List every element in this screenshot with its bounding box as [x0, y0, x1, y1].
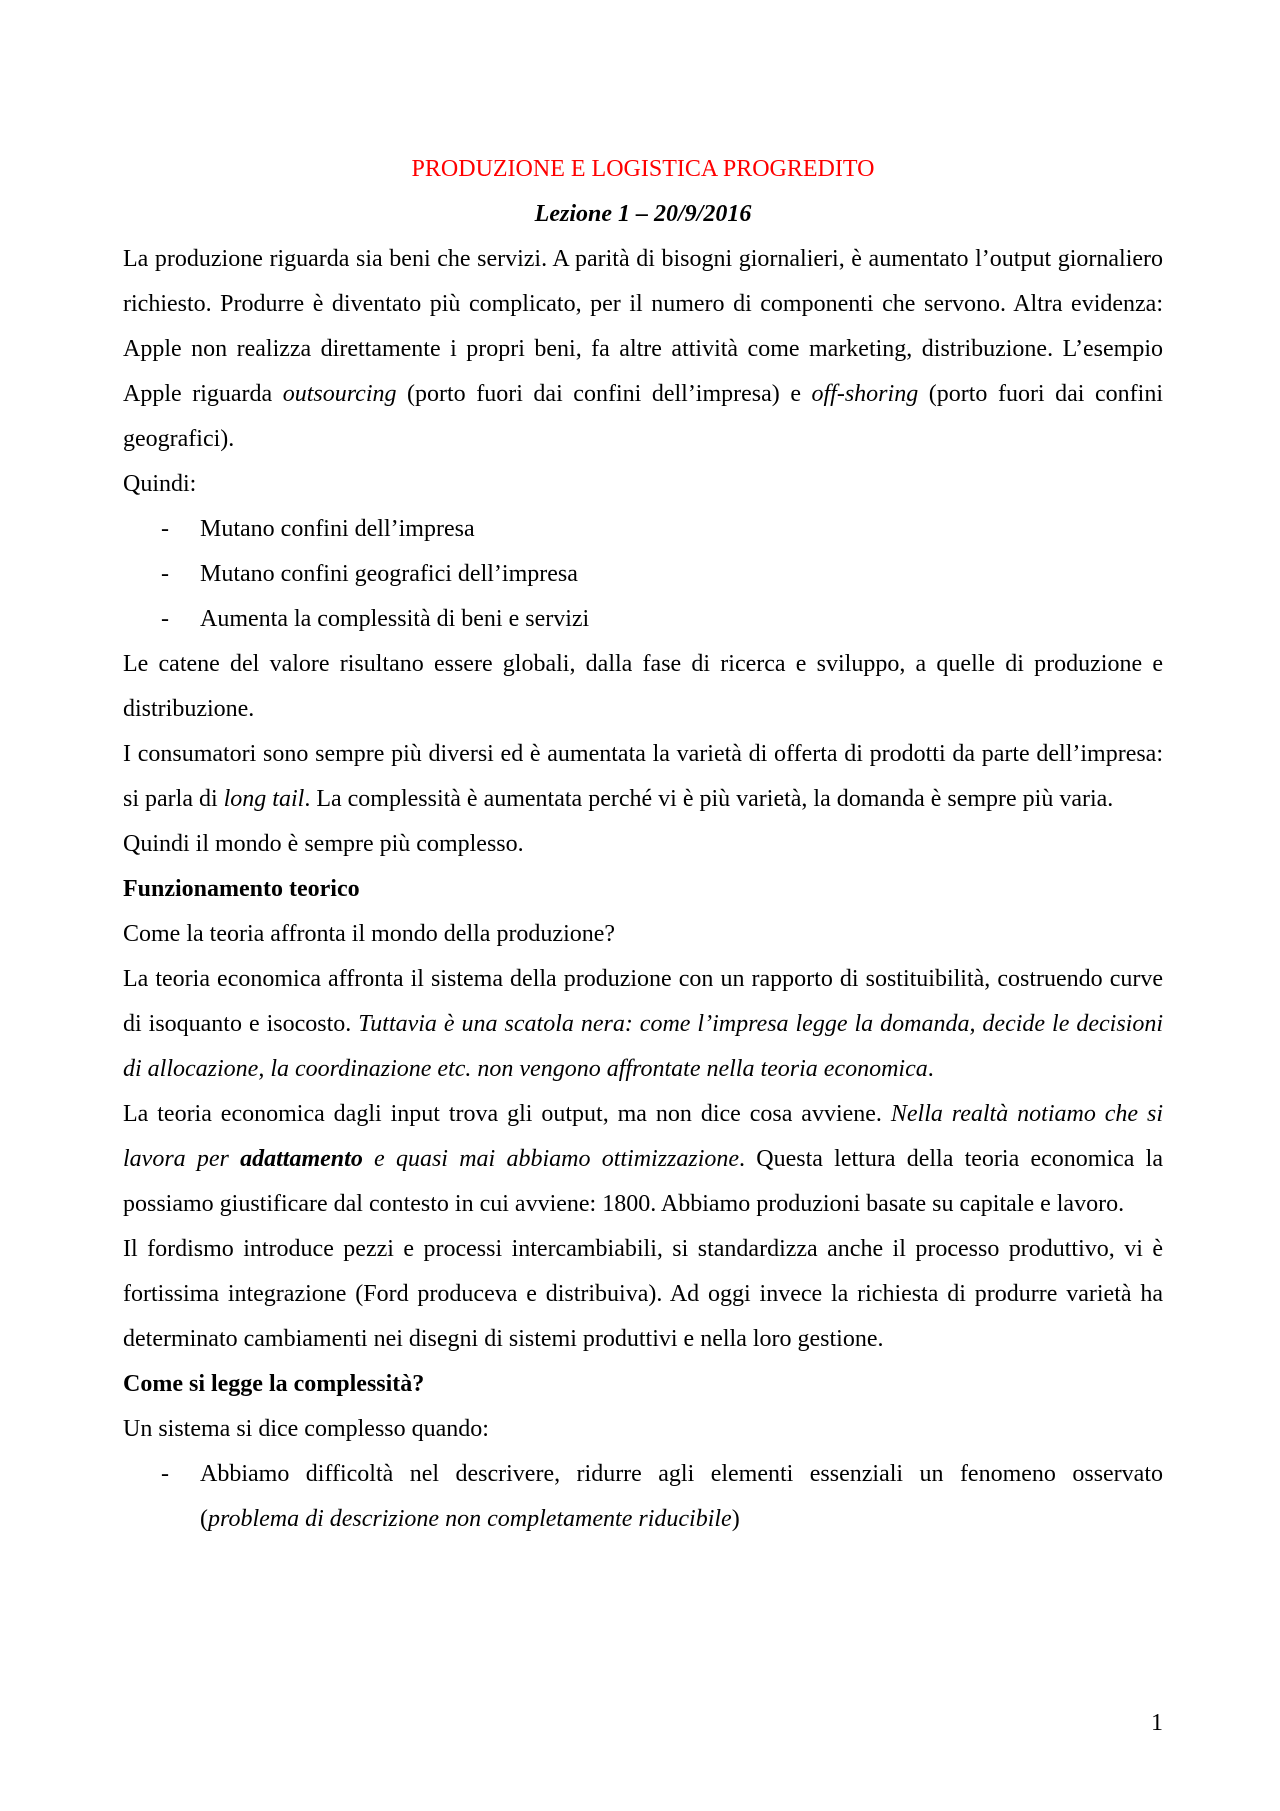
list-item: [123, 552, 1163, 597]
list-item: [123, 507, 1163, 552]
section-heading-theory: Funzionamento teorico: [123, 876, 360, 902]
text-run: La teoria economica dagli input trova gli output, ma non dice cosa avviene.: [123, 1101, 891, 1127]
text-run: Abbiamo difficoltà nel descrivere, ridurre agli elementi essenziali un fenomeno osservato (: [200, 1461, 1163, 1532]
text-run: . La complessità è aumentata perché vi è più varietà, la domanda è sempre più varia.: [304, 786, 1114, 812]
text-run: (porto fuori dai confini geografici).: [123, 381, 1163, 452]
list-item: [123, 1452, 1163, 1542]
paragraph-economic-theory: [123, 957, 1163, 1092]
list-item-text: Mutano confini dell’impresa: [200, 516, 475, 542]
paragraph-fordism: Il fordismo introduce pezzi e processi intercambiabili, si standardizza anche il processo produttivo, vi è fortissima integrazione (Ford produceva e distribuiva). Ad oggi invece la richiesta di produrre varietà ha determinato cambiamenti nei disegni di sistemi produttivi e nella loro gestione.: [123, 1236, 1163, 1352]
dash-bullet: -: [161, 1461, 169, 1487]
section-heading-complexity: Come si legge la complessità?: [123, 1371, 425, 1397]
term-long-tail: long tail: [223, 786, 305, 812]
paragraph-complexity-summary: Quindi il mondo è sempre più complesso.: [123, 831, 524, 857]
text-run: .: [927, 1056, 934, 1082]
paragraph-definition: Un sistema si dice complesso quando:: [123, 1416, 489, 1442]
text-run: ): [731, 1506, 740, 1532]
text-run: I consumatori sono sempre più diversi ed è aumentata la varietà di offerta di prodotti da parte dell’impresa: si parla di: [123, 741, 1163, 812]
paragraph-question: Come la teoria affronta il mondo della produzione?: [123, 921, 616, 947]
term-outsourcing: outsourcing: [282, 381, 397, 407]
list-complexity-criteria: [123, 1452, 1163, 1542]
paragraph-intro: [123, 237, 1163, 462]
list-consequences: [123, 507, 1163, 642]
dash-bullet: -: [161, 606, 169, 632]
dash-bullet: -: [161, 516, 169, 542]
text-italic: Tuttavia è una scatola nera: come l’impresa legge la domanda, decide le decisioni di allocazione, la coordinazione etc. non vengono affrontate nella teoria economica: [123, 1011, 1163, 1082]
list-item-text: Aumenta la complessità di beni e servizi: [200, 606, 590, 632]
text-italic: e quasi mai abbiamo ottimizzazione: [362, 1146, 740, 1172]
list-item: [123, 597, 1163, 642]
text-italic: problema di descrizione non completamente riducibile: [208, 1506, 732, 1532]
term-offshoring: off-shoring: [811, 381, 919, 407]
page-number: 1: [1151, 1710, 1163, 1736]
document-title: PRODUZIONE E LOGISTICA PROGREDITO: [411, 156, 875, 182]
text-run: La produzione riguarda sia beni che servizi. A parità di bisogni giornalieri, è aumentato l’output giornaliero richiesto. Produrre è diventato più complicato, per il numero di componenti che servono. Altra evidenza: Apple non realizza direttamente i propri beni, fa altre attività come marketing, distribuzione. L’esempio Apple riguarda: [123, 246, 1163, 407]
text-run: . Questa lettura della teoria economica la possiamo giustificare dal contesto in cui avviene: 1800. Abbiamo produzioni basate su capitale e lavoro.: [123, 1146, 1163, 1217]
text-italic: Nella realtà notiamo che si lavora per: [123, 1101, 1163, 1172]
paragraph-quindi: Quindi:: [123, 471, 197, 497]
dash-bullet: -: [161, 561, 169, 587]
text-run: La teoria economica affronta il sistema della produzione con un rapporto di sostituibilità, costruendo curve di isoquanto e isocosto.: [123, 966, 1163, 1037]
paragraph-consumers: [123, 732, 1163, 822]
paragraph-adaptation: [123, 1092, 1163, 1227]
paragraph-value-chains: Le catene del valore risultano essere globali, dalla fase di ricerca e sviluppo, a quelle di produzione e distribuzione.: [123, 651, 1163, 722]
page-content: [123, 147, 1163, 1542]
lesson-subtitle: Lezione 1 – 20/9/2016: [534, 201, 752, 227]
term-adattamento: adattamento: [240, 1146, 363, 1172]
list-item-text: Mutano confini geografici dell’impresa: [200, 561, 578, 587]
text-run: (porto fuori dai confini dell’impresa) e: [396, 381, 812, 407]
